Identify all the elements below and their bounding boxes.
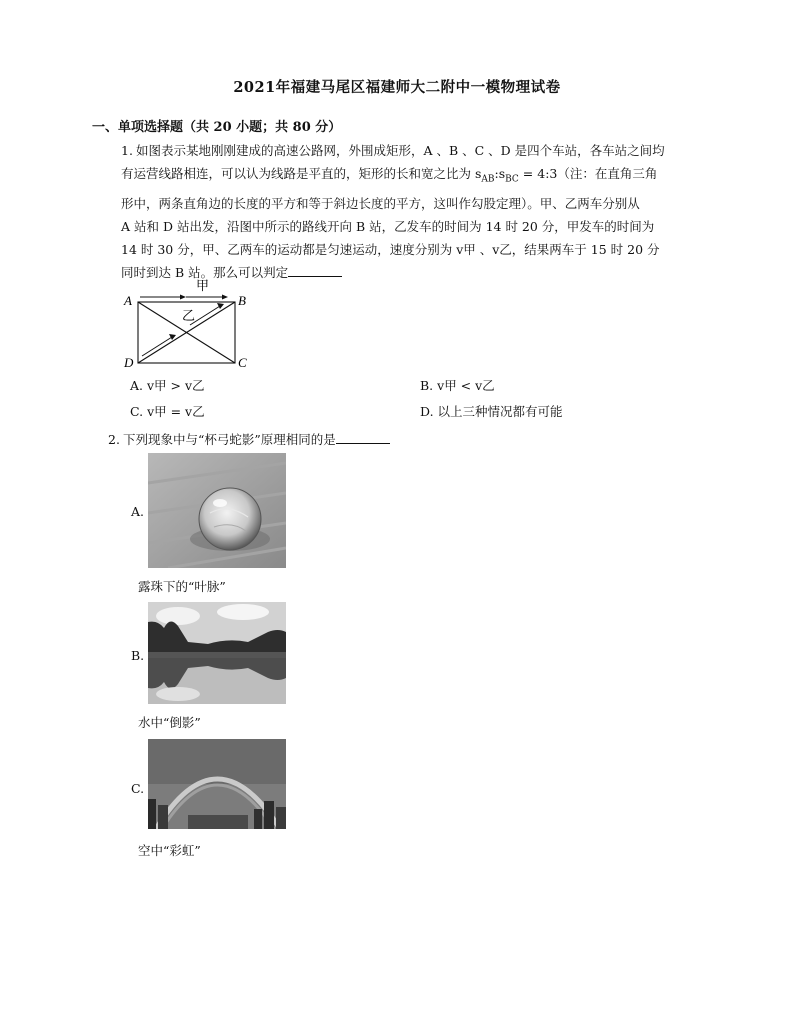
section-heading: 一、单项选择题（共 20 小题；共 80 分） [92,120,342,135]
label-c: C [238,355,247,370]
question-1-number: 1. [121,143,133,158]
option-b[interactable]: B. v甲 < v乙 [420,378,495,393]
answer-blank-2[interactable] [336,430,390,444]
arrow-jia-2-head [222,295,228,300]
label-b: B [238,293,246,308]
option-a[interactable]: A. v甲 > v乙 [130,378,205,393]
option-c-letter[interactable]: C. [131,781,145,796]
question-1-text-6: 同时到达 B 站。那么可以判定 [121,264,289,280]
label-yi: 乙 [182,309,196,324]
ratio-subscript-bc: BC [505,174,519,185]
question-1-text-2: 有运营线路相连，可以认为线路是平直的，矩形的长和宽之比为 s [121,166,482,181]
page-title: 2021年福建马尾区福建师大二附中一模物理试卷 [233,79,561,96]
question-1-line-2 [121,162,705,192]
option-c[interactable]: C. v甲 = v乙 [130,404,205,419]
arrow-jia-1-head [180,295,186,300]
label-a: A [124,293,132,308]
question-1-line-1 [121,139,705,162]
answer-blank[interactable] [288,263,342,277]
option-c-caption: 空中“彩虹” [138,843,201,858]
label-jia: 甲 [196,279,210,294]
option-a-letter[interactable]: A. [131,504,145,519]
label-d: D [124,355,134,370]
arrow-yi-1-head [169,334,176,340]
arrow-yi-2-head [217,303,224,309]
ratio-mid: :s [494,166,506,181]
dewdrop-photo [148,453,286,568]
question-1-line-5: 14 时 30 分，甲、乙两车的运动都是匀速运动，速度分别为 v甲 、v乙，结果两车于 15 时 20 分 [121,241,660,257]
option-d[interactable]: D. 以上三种情况都有可能 [420,404,563,419]
question-2 [108,428,708,451]
question-2-number: 2. [108,432,120,447]
question-1 [121,139,705,284]
question-2-text: 下列现象中与“杯弓蛇影”原理相同的是 [122,432,336,447]
question-1-line-3: 形中，两条直角边的长度的平方和等于斜边长度的平方，这叫作勾股定理）。甲、乙两车分别从 [121,195,640,211]
option-a-caption: 露珠下的“叶脉” [138,579,226,594]
option-b-caption: 水中“倒影” [138,715,201,730]
question-1-text-2b: = 4:3（注：在直角三角 [518,166,658,181]
ratio-subscript-ab: AB [481,174,495,185]
option-b-letter[interactable]: B. [131,648,145,663]
rainbow-photo [148,739,286,829]
question-1-line-4: A 站和 D 站出发，沿图中所示的路线开向 B 站，乙发车的时间为 14 时 20 分，甲发车的时间为 [121,218,655,234]
question-1-text-1: 如图表示某地刚刚建成的高速公路网，外围成矩形，A 、B 、C 、D 是四个车站，各车站之间均 [135,143,665,158]
arrow-yi-1 [142,337,172,356]
route-diagram [118,278,258,370]
reflection-photo [148,602,286,704]
